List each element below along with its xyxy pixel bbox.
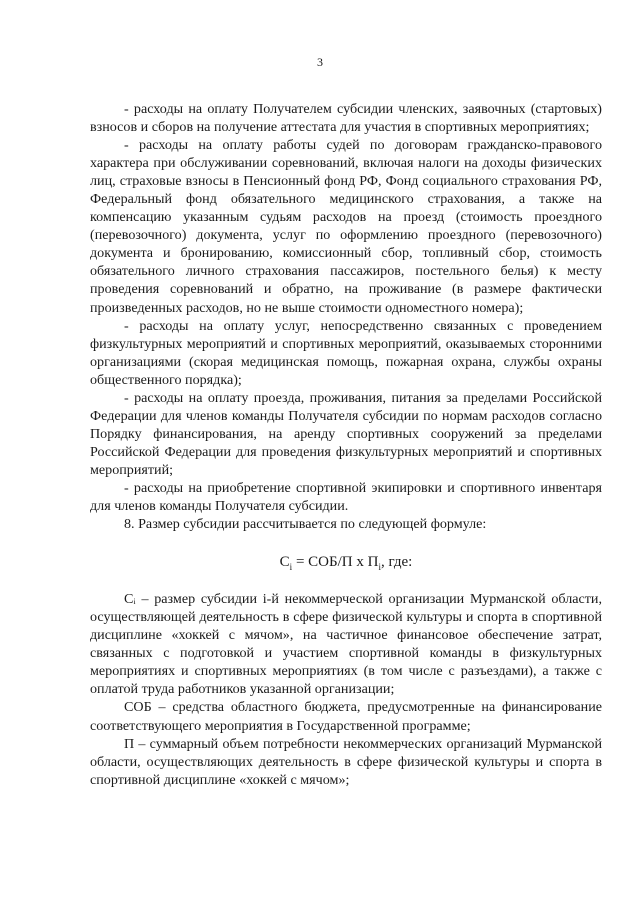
definition-sob: СОБ – средства областного бюджета, предусмотренные на финансирование соответствующего мероприятия в Государственной программе; [90, 699, 602, 734]
paragraph-travel-abroad-expenses: - расходы на оплату проезда, проживания, питания за пределами Российской Федерации для членов команды Получателя субсидии по нормам расходов согласно Порядку финансирования, на аренду спортивных сооружений за пределами Российской Федерации для проведения физкультурных мероприятий и спортивных мероприятий; [90, 389, 602, 478]
formula-p-subscript: i [378, 562, 381, 573]
formula-tail: , где: [380, 554, 413, 571]
document-body [90, 100, 602, 789]
definition-ci: Сᵢ – размер субсидии i-й некоммерческой организации Мурманской области, осуществляющей деятельность в сфере физической культуры и спорта в спортивной дисциплине «хоккей с мячом», на частичное финансовое обеспечение затрат, связанных с подготовкой и участием спортивной команды в физкультурных мероприятиях и спортивных мероприятиях (в том числе с разъездами), а также с оплатой труда работников указанной организации; [90, 591, 602, 698]
subsidy-formula [90, 553, 602, 576]
formula-middle: = СОБ/П х П [292, 554, 379, 571]
definition-p: П – суммарный объем потребности некоммерческих организаций Мурманской области, осуществляющих деятельность в сфере физической культуры и спорта в спортивной дисциплине «хоккей с мячом»; [90, 735, 602, 788]
formula-c: С [279, 554, 290, 571]
page-number: 3 [317, 55, 323, 69]
formula-c-subscript: i [289, 562, 293, 573]
paragraph-judges-expenses: - расходы на оплату работы судей по договорам гражданско-правового характера при обслуживании соревнований, включая налоги на доходы физических лиц, страховые взносы в Пенсионный фонд РФ, Фонд социального страхования РФ, Федеральный фонд обязательного медицинского страхования, а также на компенсацию указанным судьям расходов на проезд (стоимость проездного (перевозочного) документа, услуг по оформлению проездного (перевозочного) документа и бронированию, комиссионный сбор, топливный сбор, стоимость обязательного личного страхования пассажиров, постельного белья) к месту проведения соревнований и обратно, на проживание (в размере фактически произведенных расходов, но не выше стоимости одноместного номера); [90, 137, 602, 316]
paragraph-services-expenses: - расходы на оплату услуг, непосредственно связанных с проведением физкультурных мероприятий и спортивных мероприятий, оказываемых сторонними организациями (скорая медицинская помощь, пожарная охрана, службы охраны общественного порядка); [90, 317, 602, 388]
paragraph-membership-fees: - расходы на оплату Получателем субсидии членских, заявочных (стартовых) взносов и сборов на получение аттестата для участия в спортивных мероприятиях; [90, 101, 602, 136]
paragraph-formula-intro: 8. Размер субсидии рассчитывается по следующей формуле: [124, 516, 487, 533]
paragraph-equipment-expenses: - расходы на приобретение спортивной экипировки и спортивного инвентаря для членов команды Получателя субсидии. [90, 479, 602, 515]
